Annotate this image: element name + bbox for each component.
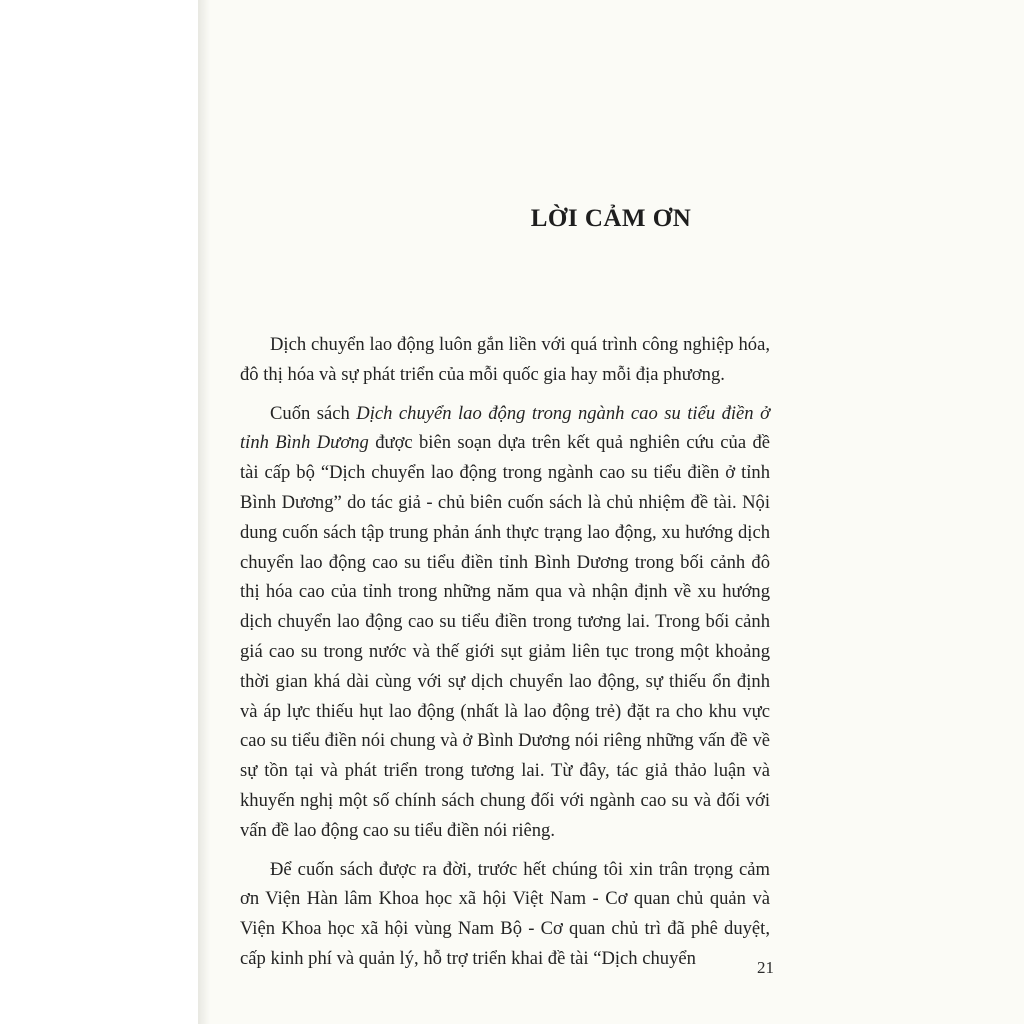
paragraph-2-intro: Cuốn sách [270, 402, 357, 424]
page-body [240, 330, 770, 983]
book-title-italic: Dịch chuyển lao động trong ngành cao su tiểu điền ở tỉnh Bình Dương [240, 402, 770, 454]
paragraph-1: Dịch chuyển lao động luôn gắn liền với quá trình công nghiệp hóa, đô thị hóa và sự phát triển của mỗi quốc gia hay mỗi địa phương. [240, 334, 770, 385]
page-number: 21 [757, 958, 774, 977]
paragraph-2-rest: được biên soạn dựa trên kết quả nghiên cứu của đề tài cấp bộ “Dịch chuyển lao động trong ngành cao su tiểu điền ở tỉnh Bình Dương” do tác giả - chủ biên cuốn sách là chủ nhiệm đề tài. Nội dung cuốn sách tập trung phản ánh thực trạng lao động, xu hướng dịch chuyển lao động cao su tiểu điền tỉnh Bình Dương trong bối cảnh đô thị hóa cao của tỉnh trong những năm qua và nhận định về xu hướng dịch chuyển lao động cao su tiểu điền trong tương lai. Trong bối cảnh giá cao su trong nước và thế giới sụt giảm liên tục trong một khoảng thời gian khá dài cùng với sự dịch chuyển lao động, sự thiếu ổn định và áp lực thiếu hụt lao động (nhất là lao động trẻ) đặt ra cho khu vực cao su tiểu điền nói chung và ở Bình Dương nói riêng những vấn đề về sự tồn tại và phát triển trong tương lai. Từ đây, tác giả thảo luận và khuyến nghị một số chính sách chung đối với ngành cao su và đối với vấn đề lao động cao su tiểu điền nói riêng. [240, 432, 770, 841]
page-spine-shadow [198, 0, 210, 1024]
paragraph-2 [240, 399, 770, 846]
page-title: LỜI CẢM ƠN [530, 205, 692, 232]
paragraph-3: Để cuốn sách được ra đời, trước hết chúng tôi xin trân trọng cảm ơn Viện Hàn lâm Khoa học xã hội Việt Nam - Cơ quan chủ quản và Viện Khoa học xã hội vùng Nam Bộ - Cơ quan chủ trì đã phê duyệt, cấp kinh phí và quản lý, hỗ trợ triển khai đề tài “Dịch chuyển [240, 858, 770, 969]
